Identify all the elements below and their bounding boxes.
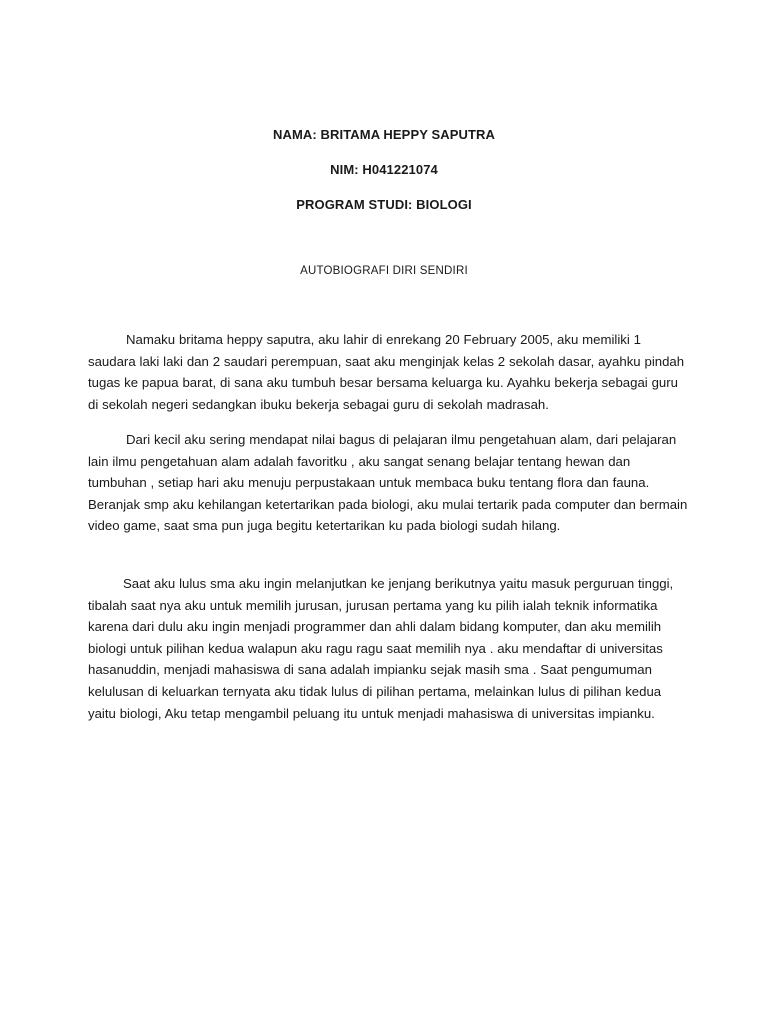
- student-nim-line: NIM: H041221074: [330, 162, 438, 177]
- paragraph-3: Saat aku lulus sma aku ingin melanjutkan ke jenjang berikutnya yaitu masuk perguruan tinggi, tibalah saat nya aku untuk memilih jurusan, jurusan pertama yang ku pilih ialah teknik informatika karena dari dulu aku ingin menjadi programmer dan ahli dalam bidang komputer, dan aku memilih biologi untuk pilihan kedua walapun aku ragu ragu saat memilih nya . aku mendaftar di universitas hasanuddin, menjadi mahasiswa di sana adalah impianku sejak masih sma . Saat pengumuman kelulusan di keluarkan ternyata aku tidak lulus di pilihan pertama, melainkan lulus di pilihan kedua yaitu biologi, Aku tetap mengambil peluang itu untuk menjadi mahasiswa di universitas impianku.: [88, 576, 674, 721]
- document-title: AUTOBIOGRAFI DIRI SENDIRI: [300, 265, 468, 277]
- paragraph-1: Namaku britama heppy saputra, aku lahir di enrekang 20 February 2005, aku memiliki 1 saudara laki laki dan 2 saudari perempuan, saat aku menginjak kelas 2 sekolah dasar, ayahku pindah tugas ke papua barat, di sana aku tumbuh besar bersama keluarga ku. Ayahku bekerja sebagai guru di sekolah negeri sedangkan ibuku bekerja sebagai guru di sekolah madrasah.: [88, 332, 685, 412]
- student-name-line: NAMA: BRITAMA HEPPY SAPUTRA: [272, 127, 496, 142]
- paragraph-2: Dari kecil aku sering mendapat nilai bagus di pelajaran ilmu pengetahuan alam, dari pelajaran lain ilmu pengetahuan alam adalah favoritku , aku sangat senang belajar tentang hewan dan tumbuhan , setiap hari aku menuju perpustakaan untuk membaca buku tentang flora dan fauna. Beranjak smp aku kehilangan ketertarikan pada biologi, aku mulai tertarik pada computer dan bermain video game, saat sma pun juga begitu ketertarikan ku pada biologi sudah hilang.: [88, 432, 688, 534]
- study-program-line: PROGRAM STUDI: BIOLOGI: [296, 197, 472, 212]
